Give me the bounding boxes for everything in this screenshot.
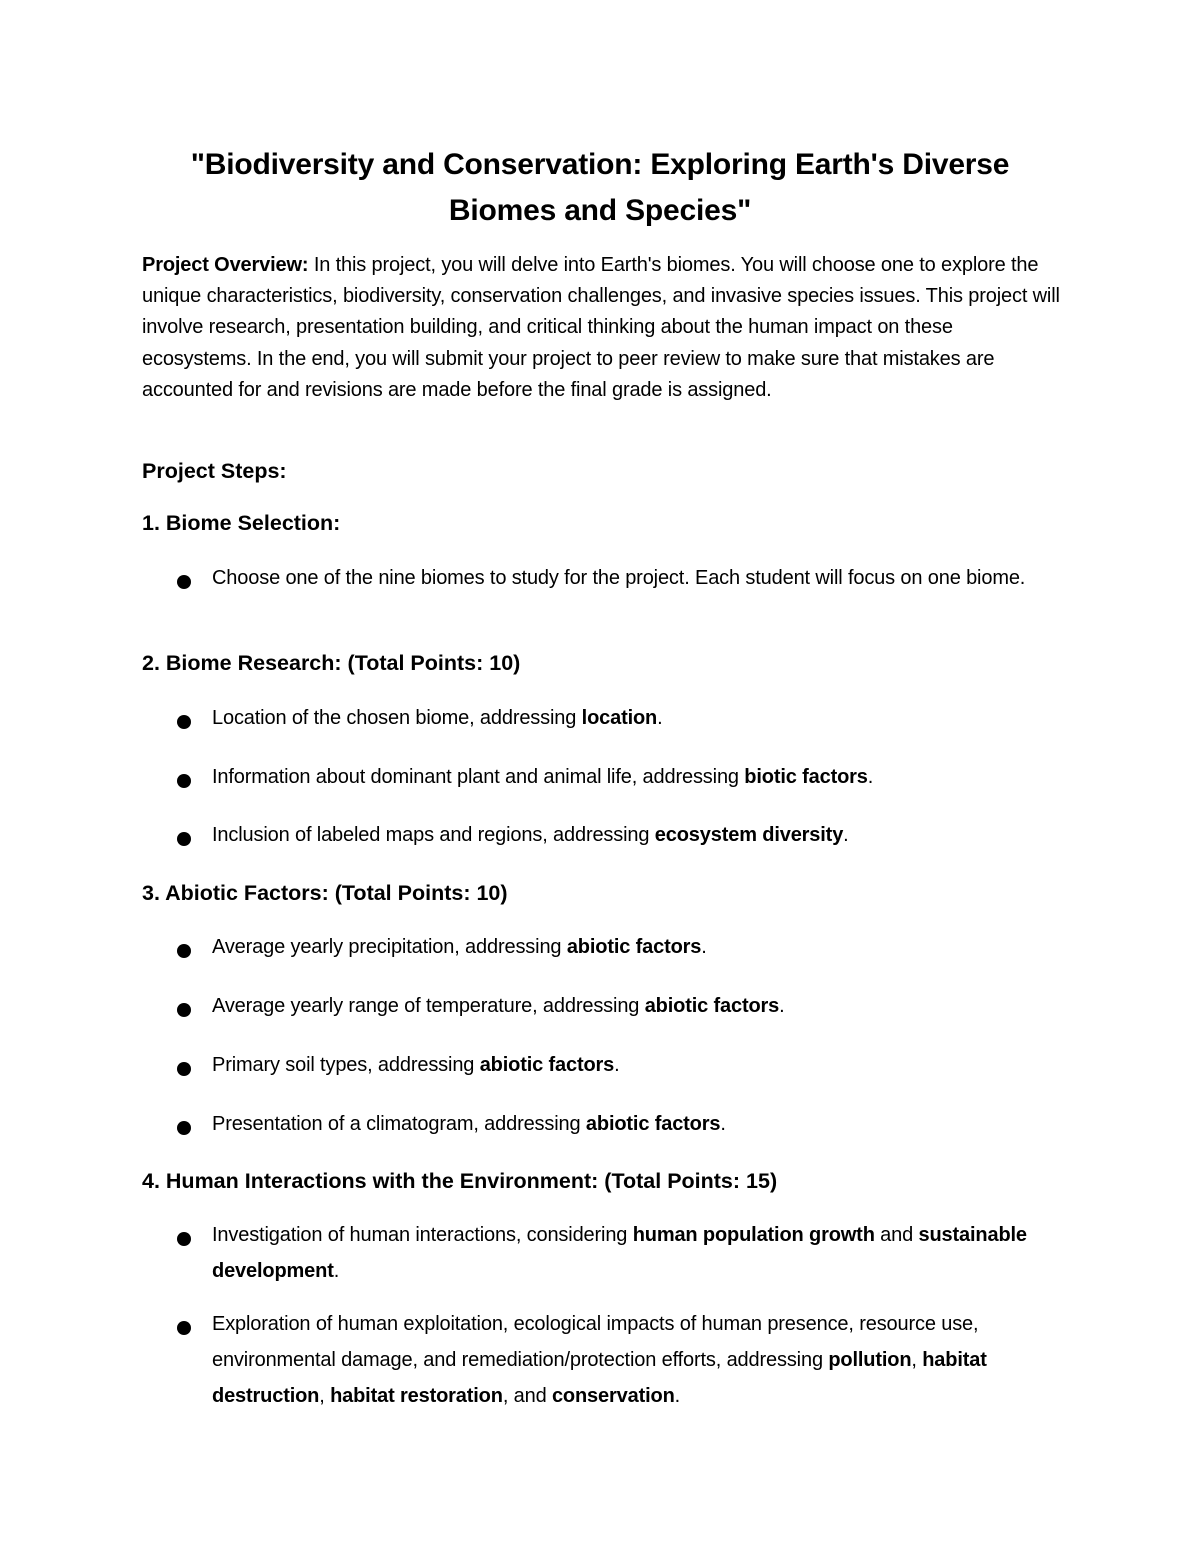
bullet-text: Average yearly precipitation, addressing abiotic factors. — [212, 936, 707, 958]
bullet-icon — [177, 1062, 191, 1076]
bullet-text: Primary soil types, addressing abiotic factors. — [212, 1054, 620, 1076]
bullet-text: Presentation of a climatogram, addressing abiotic factors. — [212, 1113, 726, 1135]
bullet-icon — [177, 944, 191, 958]
list-item — [175, 1306, 1065, 1414]
overview-text: In this project, you will delve into Earth's biomes. You will choose one to explore the unique characteristics, biodiversity, conservation challenges, and invasive species issues. This project will involve research, presentation building, and critical thinking about the human impact on these ecosystems. In the end, you will submit your project to peer review to make sure that mistakes are accounted for and revisions are made before the final grade is assigned. — [142, 254, 1060, 401]
bullet-text: Information about dominant plant and animal life, addressing biotic factors. — [212, 766, 874, 788]
bullet-text: Inclusion of labeled maps and regions, addressing ecosystem diversity. — [212, 824, 849, 846]
bullet-icon — [177, 715, 191, 729]
bullet-icon — [177, 1121, 191, 1135]
bullet-icon — [177, 1003, 191, 1017]
bullet-text: Investigation of human interactions, considering human population growth and sustainable development. — [212, 1224, 1027, 1282]
section-heading-abiotic-factors: 3. Abiotic Factors: (Total Points: 10) — [142, 881, 508, 905]
list-item — [175, 1106, 1065, 1142]
list-item — [175, 1217, 1065, 1289]
section-heading-biome-research: 2. Biome Research: (Total Points: 10) — [142, 651, 521, 675]
list-item — [175, 929, 1065, 965]
section-heading-human-interactions: 4. Human Interactions with the Environment: (Total Points: 15) — [142, 1169, 778, 1193]
document-title: "Biodiversity and Conservation: Exploring Earth's Diverse Biomes and Species" — [190, 148, 1010, 227]
list-item — [175, 700, 1065, 736]
overview-label: Project Overview: — [142, 254, 309, 276]
list-item — [175, 759, 1065, 795]
bullet-icon — [177, 774, 191, 788]
bullet-text: Choose one of the nine biomes to study for the project. Each student will focus on one biome. — [212, 567, 1026, 589]
bullet-text: Location of the chosen biome, addressing location. — [212, 707, 663, 729]
list-item — [175, 1047, 1065, 1083]
list-item — [175, 988, 1065, 1024]
section-heading-biome-selection: 1. Biome Selection: — [142, 511, 341, 535]
bullet-icon — [177, 1232, 191, 1246]
bullet-icon — [177, 832, 191, 846]
list-item — [175, 817, 1065, 853]
project-steps-heading: Project Steps: — [142, 459, 287, 483]
bullet-text: Exploration of human exploitation, ecological impacts of human presence, resource use, environmental damage, and remediation/protection efforts, addressing pollution, habitat destruction, habitat restoration, and conservation. — [212, 1313, 987, 1407]
bullet-icon — [177, 1321, 191, 1335]
project-overview — [142, 250, 1060, 406]
bullet-text: Average yearly range of temperature, addressing abiotic factors. — [212, 995, 785, 1017]
list-item — [175, 560, 1065, 596]
bullet-icon — [177, 575, 191, 589]
